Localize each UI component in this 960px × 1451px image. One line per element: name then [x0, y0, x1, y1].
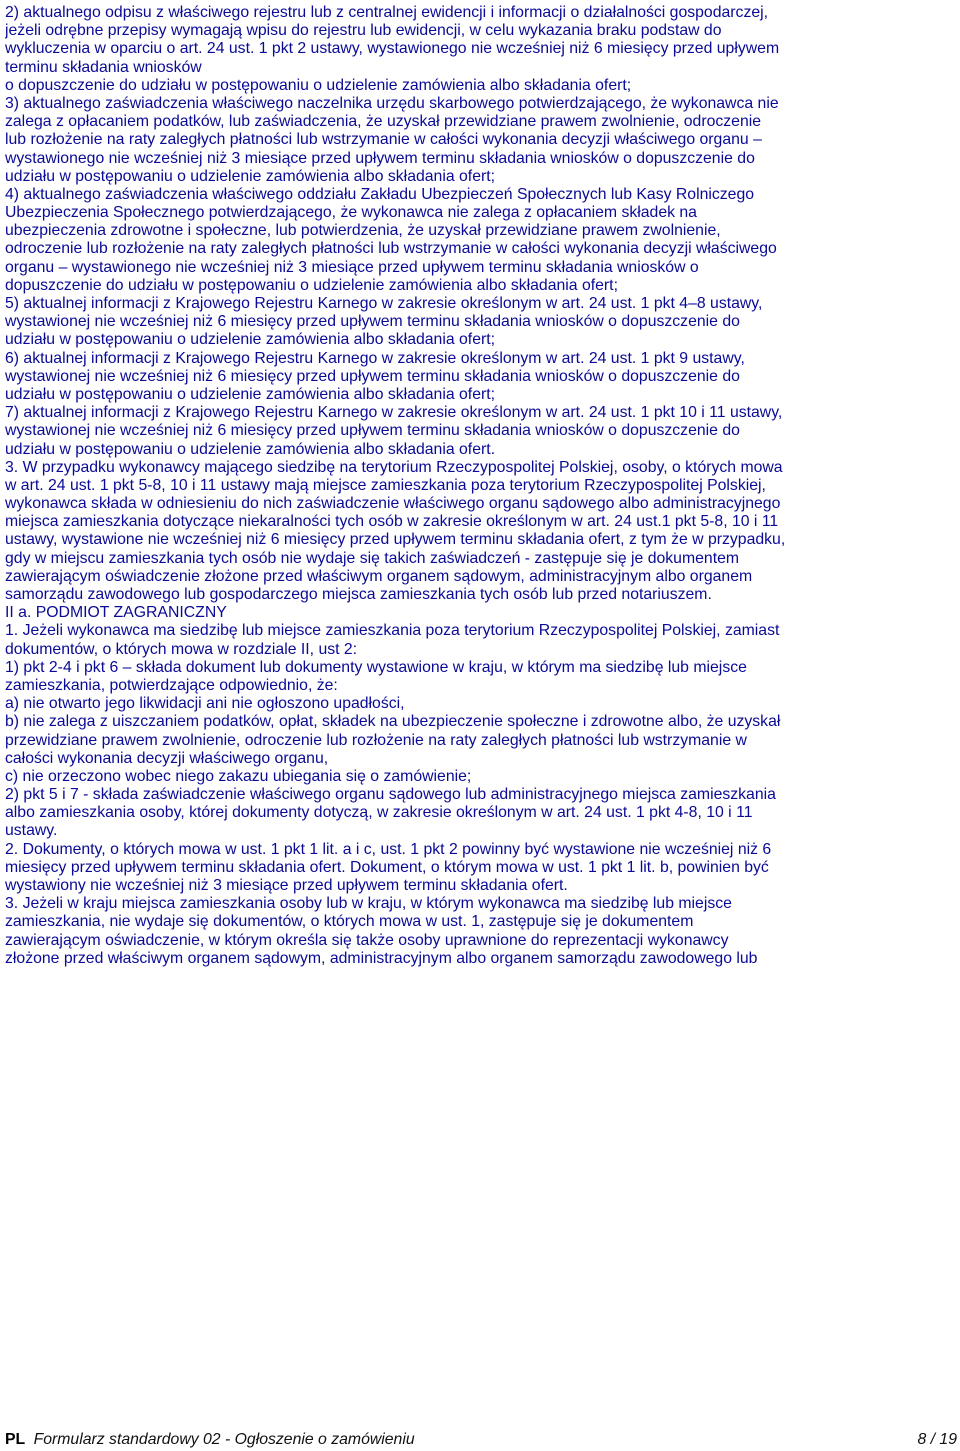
text-line: całości wykonania decyzji właściwego organu, [5, 749, 329, 767]
text-line: ubezpieczenia zdrowotne i społeczne, lub potwierdzenia, że uzyskał przewidziane prawem zwolnienie, [5, 222, 721, 240]
text-line: wystawionej nie wcześniej niż 6 miesięcy przed upływem terminu składania wniosków o dopuszczenie do [5, 313, 740, 331]
text-line: miesięcy przed upływem terminu składania ofert. Dokument, o którym mowa w ust. 1 pkt 1 lit. b, powinien być [5, 858, 769, 876]
text-line: albo zamieszkania osoby, której dokumenty dotyczą, w zakresie określonym w art. 24 ust. 1 pkt 4-8, 10 i 11 [5, 804, 753, 822]
text-line: udziału w postępowaniu o udzielenie zamówienia albo składania ofert; [5, 167, 496, 185]
text-line: 3. Jeżeli w kraju miejsca zamieszkania osoby lub w kraju, w którym wykonawca ma siedzibę lub miejsce [5, 895, 732, 913]
text-line: udziału w postępowaniu o udzielenie zamówienia albo składania ofert. [5, 440, 496, 458]
text-line: wystawiony nie wcześniej niż 3 miesiące przed upływem terminu składania ofert. [5, 877, 568, 894]
text-line: 3) aktualnego zaświadczenia właściwego naczelnika urzędu skarbowego potwierdzającego, że wykonawca nie [5, 94, 779, 112]
text-line: a) nie otwarto jego likwidacji ani nie ogłoszono upadłości, [5, 695, 405, 713]
text-line: 3. W przypadku wykonawcy mającego siedzibę na terytorium Rzeczypospolitej Polskiej, osoby, o których mowa [5, 458, 783, 476]
text-line: wystawionego nie wcześniej niż 3 miesiące przed upływem terminu składania wniosków o dopuszczenie do [5, 149, 755, 167]
footer-form-title: Formularz standardowy 02 - Ogłoszenie o zamówieniu [33, 1431, 415, 1448]
text-line: 7) aktualnej informacji z Krajowego Rejestru Karnego w zakresie określonym w art. 24 ust. 1 pkt 10 i 11 ustawy, [5, 404, 783, 422]
text-line: udziału w postępowaniu o udzielenie zamówienia albo składania ofert; [5, 385, 496, 403]
footer-language-code: PL [5, 1431, 26, 1448]
text-line: b) nie zalega z uiszczaniem podatków, opłat, składek na ubezpieczenie społeczne i zdrowotne albo, że uzyskał [5, 713, 781, 731]
text-line: zamieszkania, potwierdzające odpowiednio, że: [5, 676, 338, 694]
text-line: 2) aktualnego odpisu z właściwego rejestru lub z centralnej ewidencji i informacji o działalności gospodarczej, [5, 4, 769, 21]
text-line: 2) pkt 5 i 7 - składa zaświadczenie właściwego organu sądowego lub administracyjnego miejsca zamieszkania [5, 786, 776, 804]
text-line: odroczenie lub rozłożenie na raty zaległych płatności lub wstrzymanie w całości wykonania decyzji właściwego [5, 240, 777, 258]
text-line: 4) aktualnego zaświadczenia właściwego oddziału Zakładu Ubezpieczeń Społecznych lub Kasy Rolniczego [5, 185, 755, 203]
text-line: zamieszkania, nie wydaje się dokumentów, o których mowa w ust. 1, zastępuje się je dokumentem [5, 913, 694, 931]
text-line: miejsca zamieszkania dotyczące niekaralności tych osób w zakresie określonym w art. 24 ust.1 pkt 5-8, 10 i 11 [5, 513, 779, 531]
text-line: c) nie orzeczono wobec niego zakazu ubiegania się o zamówienie; [5, 767, 472, 785]
page-footer [5, 1430, 957, 1450]
text-line: 2. Dokumenty, o których mowa w ust. 1 pkt 1 lit. a i c, ust. 1 pkt 2 powinny być wystawione nie wcześniej niż 6 [5, 840, 772, 858]
text-line: w art. 24 ust. 1 pkt 5-8, 10 i 11 ustawy mają miejsce zamieszkania poza terytorium Rzeczypospolitej Polskiej, [5, 476, 766, 494]
text-line: zawierającym oświadczenie, w którym określa się także osoby uprawnione do reprezentacji wykonawcy [5, 931, 729, 949]
text-line: jeżeli odrębne przepisy wymagają wpisu do rejestru lub ewidencji, w celu wykazania braku podstaw do [5, 22, 722, 40]
text-line: organu – wystawionego nie wcześniej niż 3 miesiące przed upływem terminu składania wniosków o [5, 258, 699, 276]
text-line: ustawy. [5, 822, 58, 840]
text-line: Ubezpieczenia Społecznego potwierdzającego, że wykonawca nie zalega z opłacaniem składek na [5, 204, 697, 222]
text-line: wystawionej nie wcześniej niż 6 miesięcy przed upływem terminu składania wniosków o dopuszczenie do [5, 422, 740, 440]
text-line: gdy w miejscu zamieszkania tych osób nie wydaje się takich zaświadczeń - zastępuje się je dokumentem [5, 549, 740, 567]
text-line: lub rozłożenie na raty zaległych płatności lub wstrzymanie w całości wykonania decyzji właściwego organu – [5, 131, 762, 149]
text-line: wykonawca składa w odniesieniu do nich zaświadczenie właściwego organu sądowego albo administracyjnego [5, 495, 781, 513]
text-line: 1) pkt 2-4 i pkt 6 – składa dokument lub dokumenty wystawione w kraju, w którym ma siedzibę lub miejsce [5, 658, 747, 676]
document-body [5, 4, 957, 968]
text-line: dokumentów, o których mowa w rozdziale II, ust 2: [5, 640, 358, 658]
text-line: ustawy, wystawione nie wcześniej niż 6 miesięcy przed upływem terminu składania ofert, z tym że w przypadku, [5, 531, 786, 549]
text-line: zalega z opłacaniem podatków, lub zaświadczenia, że uzyskał przewidziane prawem zwolnienie, odroczenie [5, 113, 762, 131]
text-line: wykluczenia w oparciu o art. 24 ust. 1 pkt 2 ustawy, wystawionego nie wcześniej niż 6 miesięcy przed upływem [5, 40, 780, 58]
text-line: złożone przed właściwym organem sądowym, administracyjnym albo organem samorządu zawodowego lub [5, 949, 758, 967]
text-line: udziału w postępowaniu o udzielenie zamówienia albo składania ofert; [5, 331, 496, 349]
section-heading: II a. PODMIOT ZAGRANICZNY [5, 604, 227, 622]
text-line: terminu składania wniosków [5, 58, 202, 76]
text-line: 5) aktualnej informacji z Krajowego Rejestru Karnego w zakresie określonym w art. 24 ust. 1 pkt 4–8 ustawy, [5, 295, 763, 312]
text-line: 6) aktualnej informacji z Krajowego Rejestru Karnego w zakresie określonym w art. 24 ust. 1 pkt 9 ustawy, [5, 349, 745, 367]
text-line: przewidziane prawem zwolnienie, odroczenie lub rozłożenie na raty zaległych płatności lub wstrzymanie w [5, 731, 747, 749]
footer-page-number: 8 / 19 [917, 1431, 957, 1448]
text-line: samorządu zawodowego lub gospodarczego miejsca zamieszkania tych osób lub przed notariuszem. [5, 586, 712, 603]
text-line: wystawionej nie wcześniej niż 6 miesięcy przed upływem terminu składania wniosków o dopuszczenie do [5, 367, 740, 385]
text-line: 1. Jeżeli wykonawca ma siedzibę lub miejsce zamieszkania poza terytorium Rzeczypospolitej Polskiej, zamiast [5, 622, 780, 640]
text-line: zawierającym oświadczenie złożone przed właściwym organem sądowym, administracyjnym albo organem [5, 567, 753, 585]
text-line: dopuszczenie do udziału w postępowaniu o udzielenie zamówienia albo składania ofert; [5, 276, 618, 294]
text-line: o dopuszczenie do udziału w postępowaniu o udzielenie zamówienia albo składania ofert; [5, 76, 632, 94]
